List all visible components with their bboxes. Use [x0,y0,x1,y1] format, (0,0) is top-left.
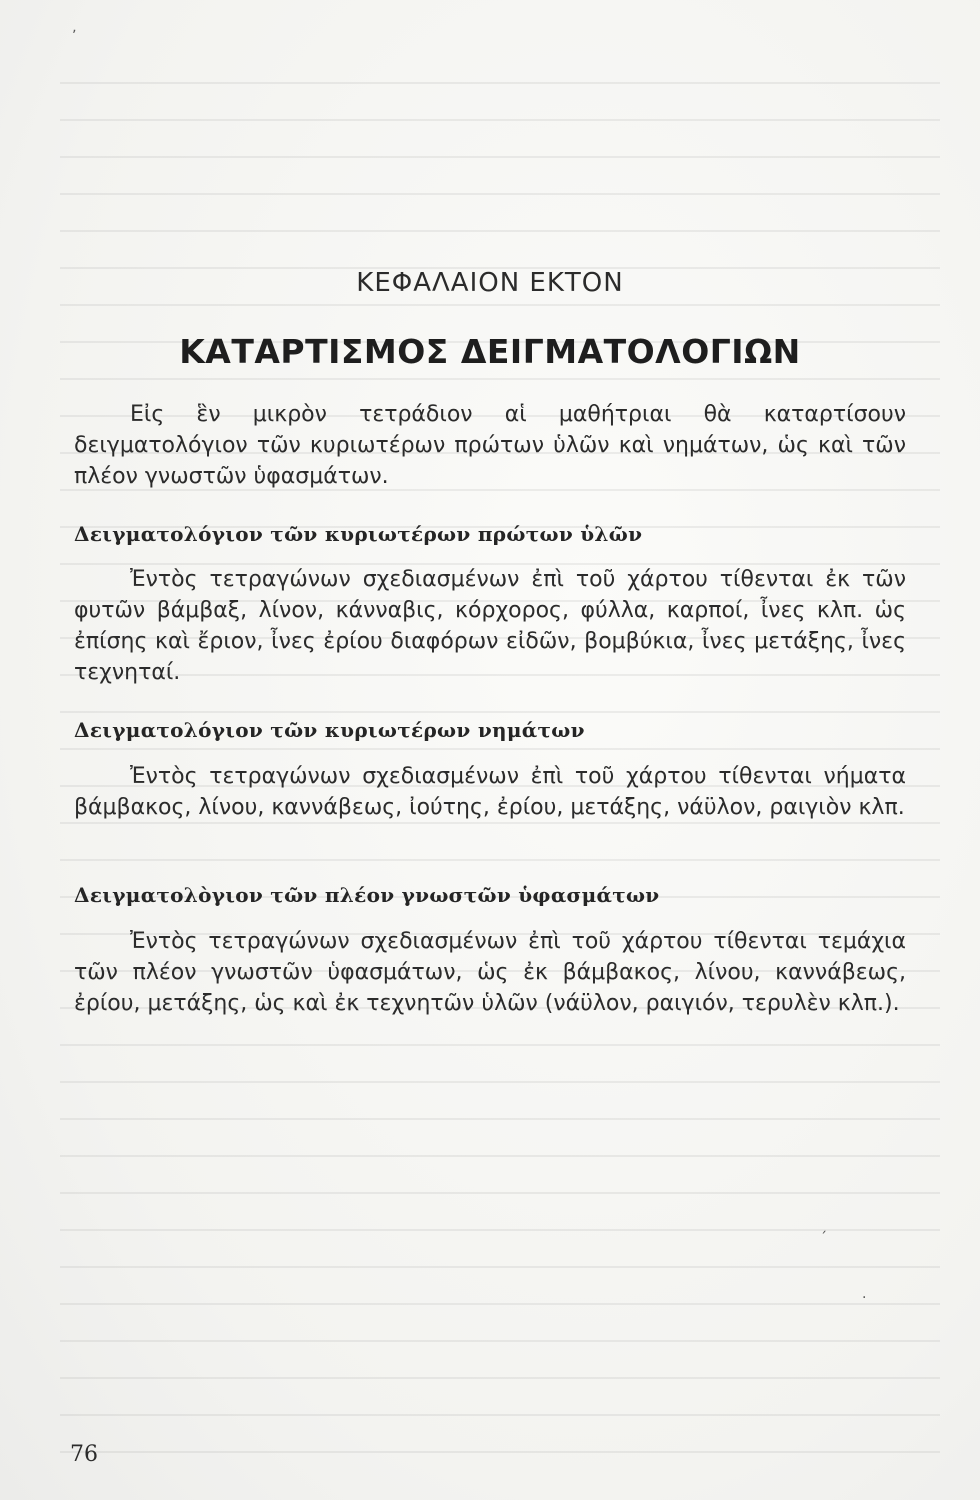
print-speck: ˏ [820,1218,827,1234]
section-heading-raw-materials: Δειγματολόγιον τῶν κυριωτέρων πρώτων ὑλῶν [74,522,643,546]
chapter-title: ΚΑΤΑΡΤΙΣΜΟΣ ΔΕΙΓΜΑΤΟΛΟΓΙΩΝ [179,332,801,371]
section-body-yarns: Ἐντὸς τετραγώνων σχεδιασμένων ἐπὶ τοῦ χάρτου τίθενται νήματα βάμβακος, λίνου, καννάβεως, ἰούτης, ἐρίου, μετάξης, νάϋλον, ραιγιὸν κλπ. [74,764,906,820]
chapter-label: ΚΕΦΑΛΑΙΟΝ ΕΚΤΟΝ [356,268,624,298]
print-speck: · [862,1290,867,1306]
intro-paragraph: Εἰς ἓν μικρὸν τετράδιον αἱ μαθήτριαι θὰ καταρτίσουν δειγματολόγιον τῶν κυριωτέρων πρώτων ὑλῶν καὶ νημάτων, ὡς καὶ τῶν πλέον γνωστῶν ὑφασμάτων. [74,402,906,489]
print-speck: ʼ [72,28,77,44]
section-body-fabrics: Ἐντὸς τετραγώνων σχεδιασμένων ἐπὶ τοῦ χάρτου τίθενται τεμάχια τῶν πλέον γνωστῶν ὑφασμάτων, ὡς ἐκ βάμβακος, λίνου, καννάβεως, ἐρίου, μετάξης, ὡς καὶ ἐκ τεχνητῶν ὑλῶν (νάϋλον, ραιγιόν, τερυλὲν κλπ.). [74,929,906,1016]
section-heading-fabrics: Δειγματολὸγιον τῶν πλέον γνωστῶν ὑφασμάτων [74,883,660,907]
page-number: 76 [70,1442,98,1467]
section-heading-yarns: Δειγματολόγιον τῶν κυριωτέρων νημάτων [74,718,585,742]
section-body-raw-materials: Ἐντὸς τετραγώνων σχεδιασμένων ἐπὶ τοῦ χάρτου τίθενται ἐκ τῶν φυτῶν βάμβαξ, λίνον, κάνναβις, κόρχορος, φύλλα, καρποί, ἶνες κλπ. ὡς ἐπίσης καὶ ἔριον, ἶνες ἐρίου διαφόρων εἰδῶν, βομβύκια, ἶνες μετάξης, ἶνες τεχνηταί. [74,567,906,685]
